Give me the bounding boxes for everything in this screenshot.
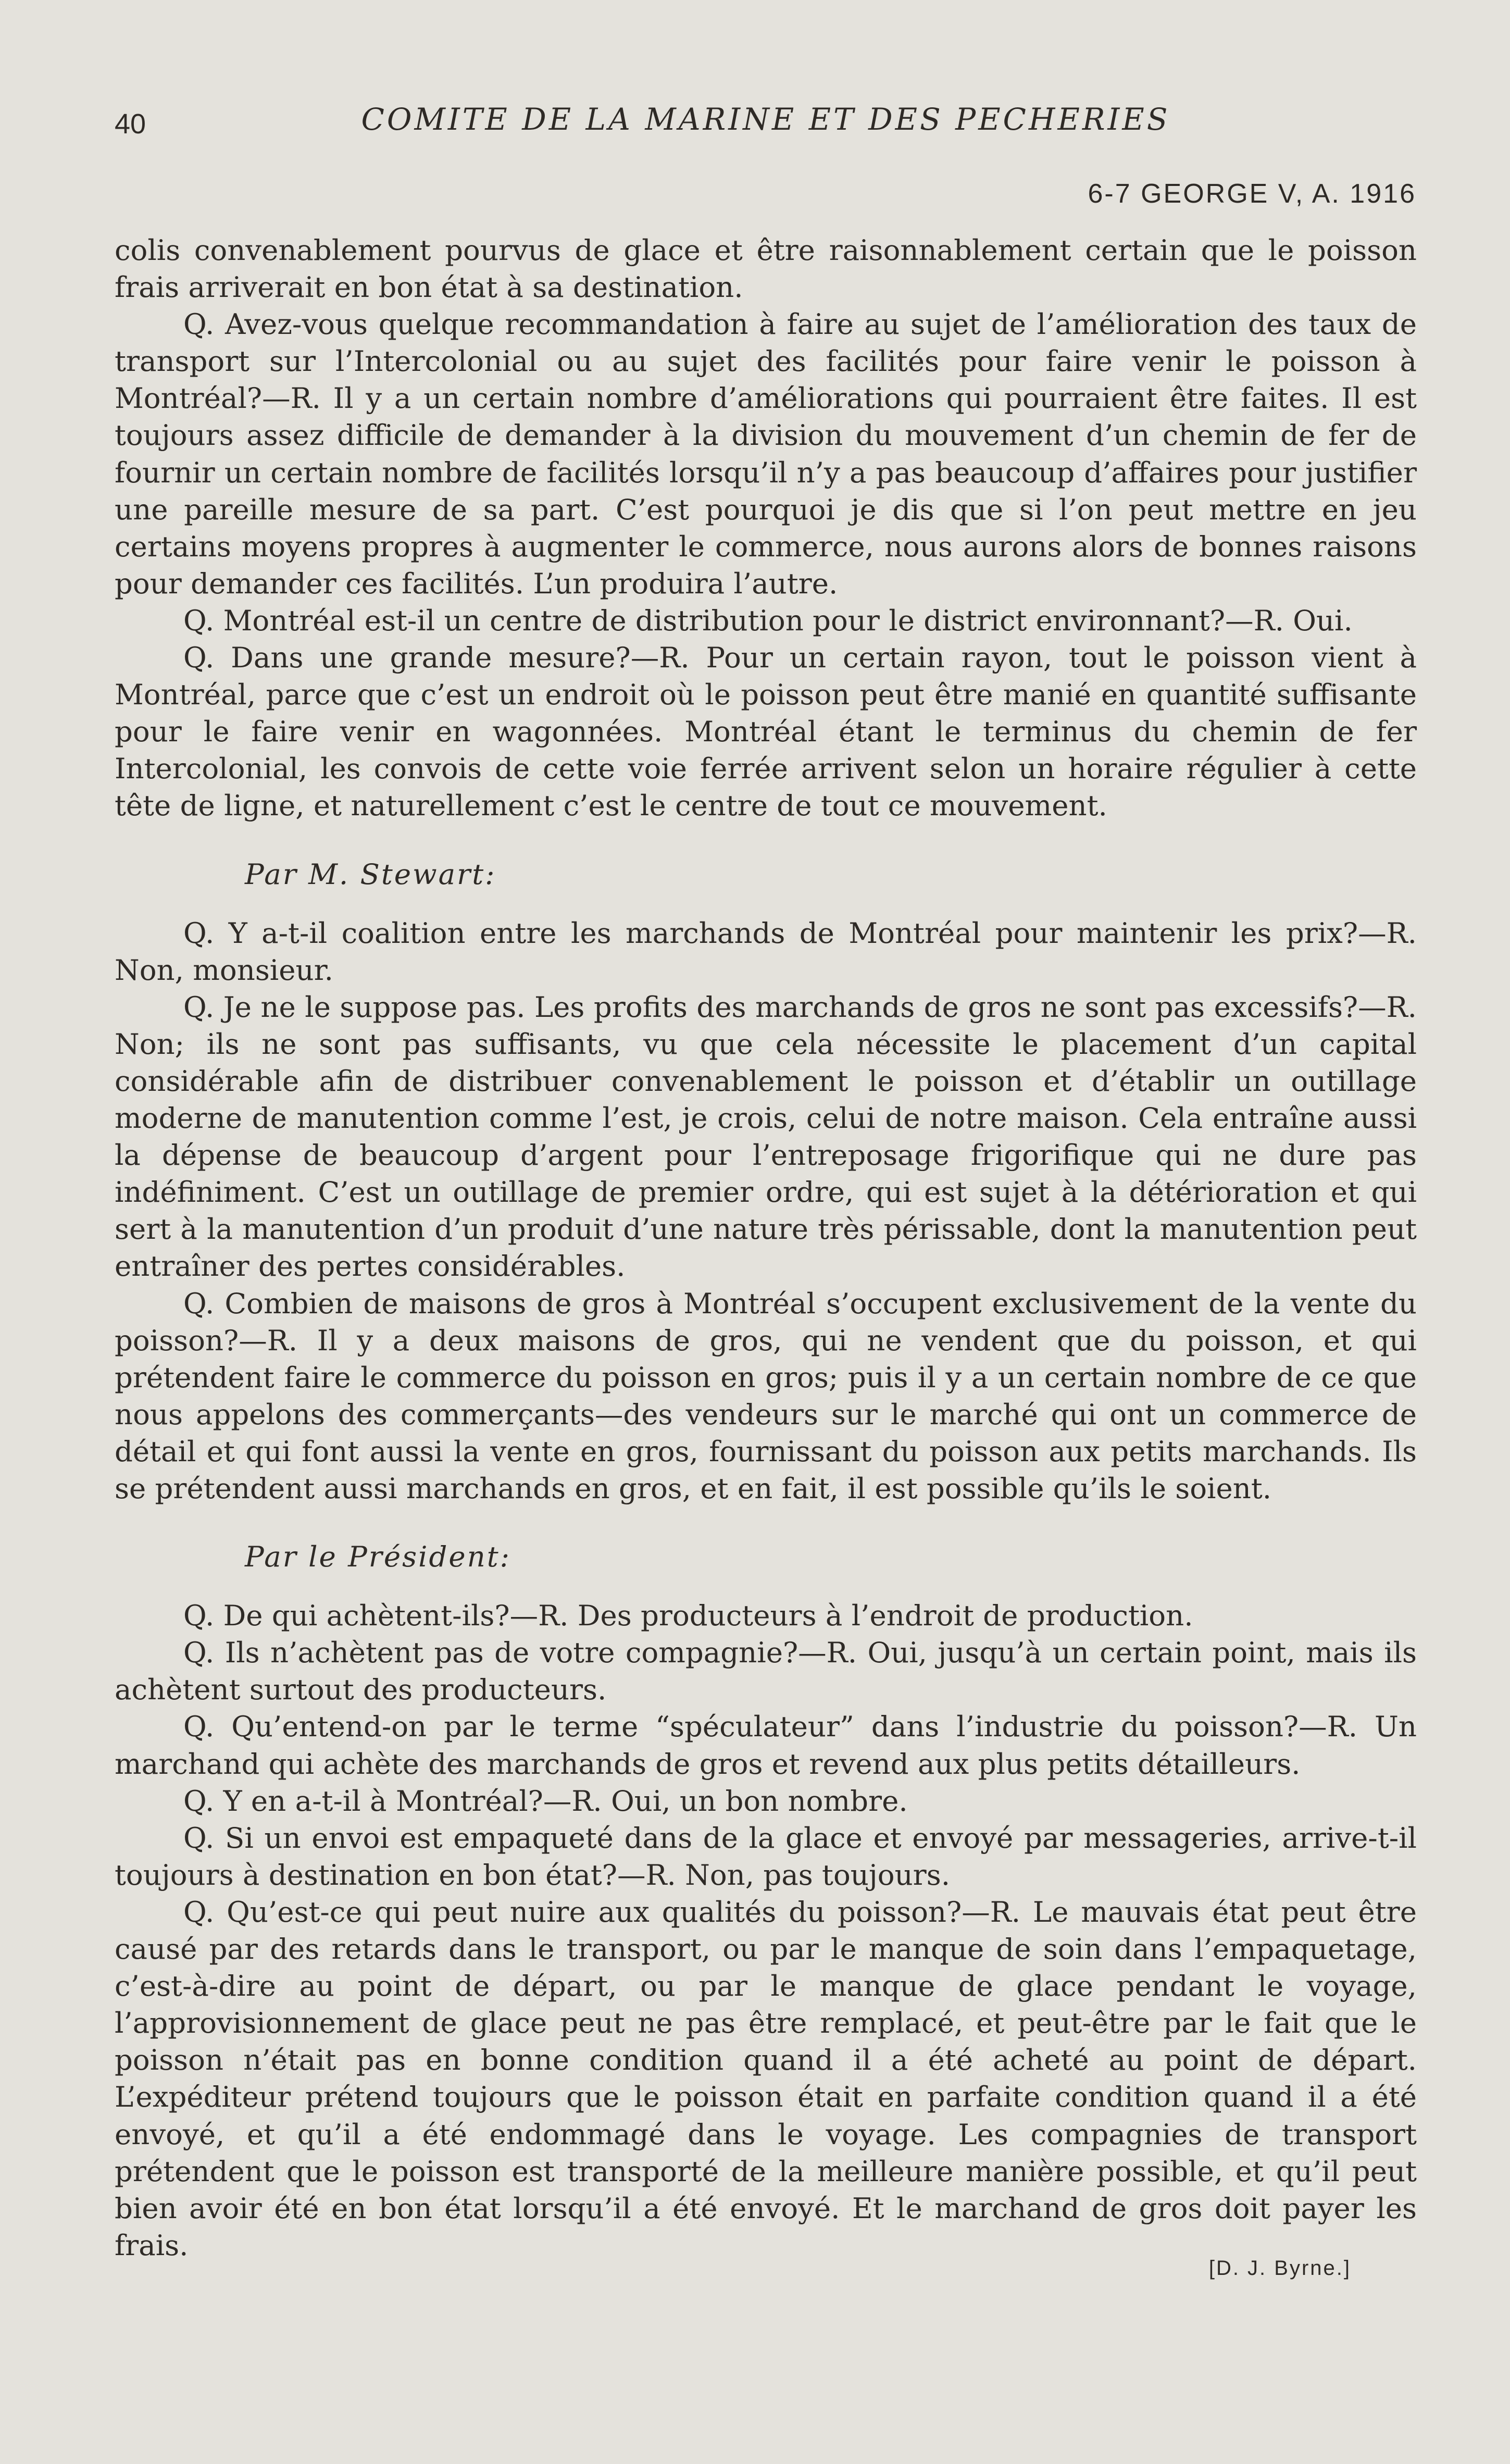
body-text <box>115 232 1417 2264</box>
page-number: 40 <box>115 108 146 140</box>
page-header <box>115 102 1417 159</box>
paragraph: colis convenablement pourvus de glace et être raisonnablement certain que le poisson frais arriverait en bon état à sa destination. <box>115 233 1417 304</box>
paragraph: Q. Montréal est-il un centre de distribution pour le district environnant?—R. Oui. <box>183 603 1353 637</box>
running-title: COMITE DE LA MARINE ET DES PECHERIES <box>361 102 1170 137</box>
paragraph: Q. Si un envoi est empaqueté dans de la glace et envoyé par messageries, arrive-t-il toujours à destination en bon état?—R. Non, pas toujours. <box>115 1821 1417 1891</box>
paragraph: Q. Je ne le suppose pas. Les profits des marchands de gros ne sont pas excessifs?—R. Non; ils ne sont pas suffisants, vu que cela nécessite le placement d’un capital considérable afin de distribuer convenablement le poisson et d’établir un outillage moderne de manutention comme l’est, je crois, celui de notre maison. Cela entraîne aussi la dépense de beaucoup d’argent pour l’entreposage frigorifique qui ne dure pas indéfiniment. C’est un outillage de premier ordre, qui est sujet à la détérioration et qui sert à la manutention d’un produit d’une nature très périssable, dont la manutention peut entraîner des pertes considérables. <box>115 990 1417 1283</box>
speaker-heading: Par le Président: <box>245 1540 511 1574</box>
paragraph: Q. Combien de maisons de gros à Montréal s’occupent exclusivement de la vente du poisson?—R. Il y a deux maisons de gros, qui ne vendent que du poisson, et qui prétendent faire le commerce du poisson en gros; puis il y a un certain nombre de ce que nous appelons des commerçants—des vendeurs sur le marché qui ont un commerce de détail et qui font aussi la vente en gros, fournissant du poisson aux petits marchands. Ils se prétendent aussi marchands en gros, et en fait, il est possible qu’ils le soient. <box>115 1286 1417 1505</box>
paragraph: Q. Qu’entend-on par le terme “spéculateur” dans l’industrie du poisson?—R. Un marchand qui achète des marchands de gros et revend aux plus petits détailleurs. <box>115 1710 1417 1781</box>
speaker-heading: Par M. Stewart: <box>245 857 496 891</box>
session-reference: 6-7 GEORGE V, A. 1916 <box>1088 179 1416 209</box>
paragraph: Q. Qu’est-ce qui peut nuire aux qualités du poisson?—R. Le mauvais état peut être causé par des retards dans le transport, ou par le manque de soin dans l’empaquetage, c’est-à-dire au point de départ, ou par le manque de glace pendant le voyage, l’approvisionnement de glace peut ne pas être remplacé, et peut-être par le fait que le poisson n’était pas en bonne condition quand il a été acheté au point de départ. L’expéditeur prétend toujours que le poisson était en parfaite condition quand il a été envoyé, et qu’il a été endommagé dans le voyage. Les compagnies de transport prétendent que le poisson est transporté de la meilleure manière possible, et qu’il peut bien avoir été en bon état lorsqu’il a été envoyé. Et le marchand de gros doit payer les frais. <box>115 1895 1417 2262</box>
paragraph: Q. Avez-vous quelque recommandation à faire au sujet de l’amélioration des taux de transport sur l’Intercolonial ou au sujet des facilités pour faire venir le poisson à Montréal?—R. Il y a un certain nombre d’améliorations qui pourraient être faites. Il est toujours assez difficile de demander à la division du mouvement d’un chemin de fer de fournir un certain nombre de facilités lorsqu’il n’y a pas beaucoup d’affaires pour justifier une pareille mesure de sa part. C’est pourquoi je dis que si l’on peut mettre en jeu certains moyens propres à augmenter le commerce, nous aurons alors de bonnes raisons pour demander ces facilités. L’un produira l’autre. <box>115 307 1417 600</box>
paragraph: Q. De qui achètent-ils?—R. Des producteurs à l’endroit de production. <box>183 1599 1193 1633</box>
paragraph: Q. Y a-t-il coalition entre les marchands de Montréal pour maintenir les prix?—R. Non, monsieur. <box>115 916 1417 987</box>
paragraph: Q. Dans une grande mesure?—R. Pour un certain rayon, tout le poisson vient à Montréal, parce que c’est un endroit où le poisson peut être manié en quantité suffisante pour le faire venir en wagonnées. Montréal étant le terminus du chemin de fer Intercolonial, les convois de cette voie ferrée arrivent selon un horaire régulier à cette tête de ligne, et naturellement c’est le centre de tout ce mouvement. <box>115 641 1417 823</box>
paragraph: Q. Ils n’achètent pas de votre compagnie?—R. Oui, jusqu’à un certain point, mais ils achètent surtout des producteurs. <box>115 1636 1417 1707</box>
paragraph: Q. Y en a-t-il à Montréal?—R. Oui, un bon nombre. <box>183 1784 908 1818</box>
witness-signature: [D. J. Byrne.] <box>1208 2257 1351 2280</box>
